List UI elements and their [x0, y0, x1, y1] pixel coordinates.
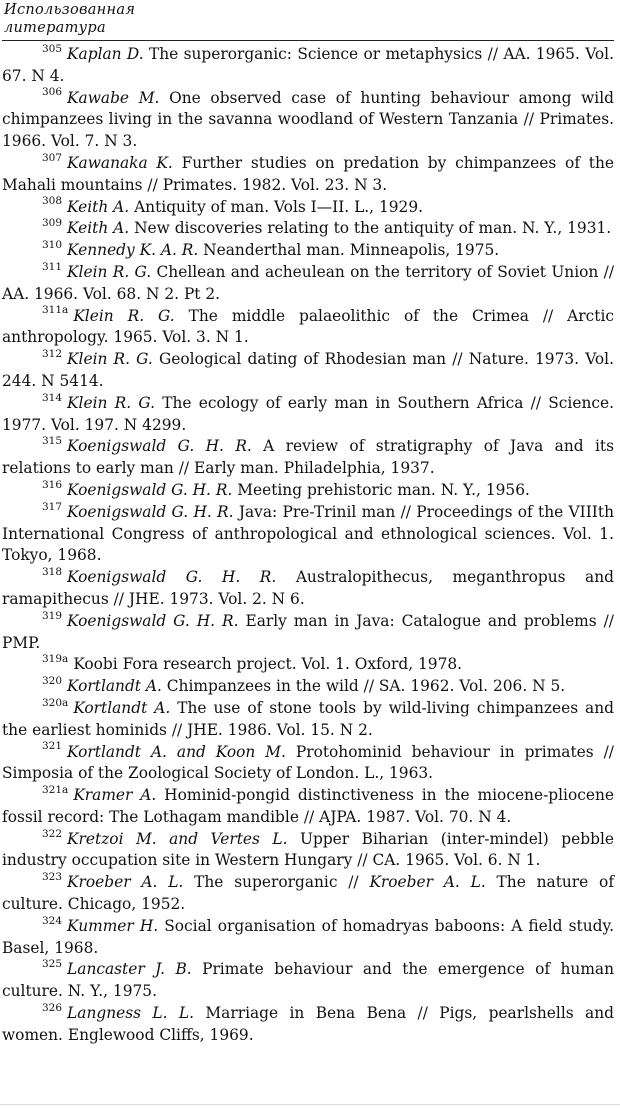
reference-number: 319 [42, 609, 63, 622]
reference-number: 315 [42, 435, 63, 448]
reference-entry-319a [2, 654, 614, 676]
reference-author: Lancaster J. B. [67, 960, 192, 979]
reference-text: Chellean and acheulean on the territory of Soviet Union // AA. 1966. Vol. 68. N 2. Pt 2. [2, 262, 615, 303]
reference-author: Keith A. [67, 219, 130, 238]
reference-text: A review of stratigraphy of Java and its relations to early man // Early man. Philadelphia, 1937. [2, 437, 614, 478]
reference-entry-322 [2, 829, 614, 873]
reference-entry-309 [2, 218, 614, 240]
reference-text: Upper Biharian (inter-mindel) pebble industry occupation site in Western Hungary // CA. 1965. Vol. 6. N 1. [2, 829, 614, 870]
reference-entry-319 [2, 611, 614, 655]
reference-author: Kroeber A. L. [67, 873, 184, 892]
reference-entry-320 [2, 676, 614, 698]
reference-text: Antiquity of man. Vols I—II. L., 1929. [129, 197, 424, 216]
reference-author: Klein R. G. [67, 350, 153, 369]
reference-author: Kortlandt A. [67, 677, 162, 696]
reference-author: Kennedy K. A. R. [67, 241, 199, 260]
reference-number: 323 [42, 871, 63, 884]
reference-entry-323 [2, 872, 614, 916]
reference-number: 319a [42, 653, 69, 666]
reference-entry-316 [2, 480, 614, 502]
reference-author-secondary: Kroeber A. L. [369, 873, 486, 892]
reference-author: Klein R. G. [67, 393, 155, 412]
reference-number: 305 [42, 42, 63, 55]
reference-text: Hominid-pongid distinctiveness in the miocene-pliocene fossil record: The Lothagam mandible // AJPA. 1987. Vol. 70. N 4. [2, 786, 614, 826]
reference-text: Meeting prehistoric man. N. Y., 1956. [232, 480, 530, 499]
reference-text: Java: Pre-Trinil man // Proceedings of the VIIIth International Congress of anthropological and ethnological sciences. Vol. 1. Tokyo, 1968. [2, 502, 614, 565]
reference-entry-308 [2, 197, 614, 219]
reference-number: 308 [42, 195, 63, 208]
reference-entry-318 [2, 567, 614, 611]
reference-text: Protohominid behaviour in primates // Simposia of the Zoological Society of London. L., 1963. [2, 742, 614, 783]
reference-entry-324 [2, 916, 614, 960]
reference-number: 321 [42, 740, 63, 753]
reference-author: Kramer A. [73, 786, 157, 805]
reference-number: 316 [42, 478, 63, 491]
reference-entry-326 [2, 1003, 614, 1047]
reference-text: Neanderthal man. Minneapolis, 1975. [198, 241, 500, 260]
reference-number: 324 [42, 914, 63, 927]
reference-author: Kummer H. [67, 916, 159, 935]
reference-entry-325 [2, 959, 614, 1003]
reference-author: Koenigswald G. H. R. [67, 611, 239, 630]
reference-number: 314 [42, 391, 63, 404]
reference-number: 321a [42, 783, 69, 796]
reference-author: Kortlandt A. [73, 698, 171, 717]
reference-entry-315 [2, 436, 614, 480]
reference-entry-311 [2, 262, 614, 306]
reference-number: 326 [42, 1001, 63, 1014]
reference-text: Chimpanzees in the wild // SA. 1962. Vol. 206. N 5. [161, 677, 566, 696]
reference-text: The middle palaeolithic of the Crimea // Arctic anthropology. 1965. Vol. 3. N 1. [2, 306, 614, 347]
reference-author: Koenigswald G. H. R. [67, 480, 233, 499]
running-head-line-2: литература [4, 20, 106, 36]
reference-entry-321a [2, 785, 614, 829]
reference-author: Koenigswald G. H. R. [67, 568, 277, 587]
reference-author: Kawabe M. [67, 88, 160, 107]
reference-author: Kaplan D. [67, 45, 144, 63]
reference-author: Koenigswald G. H. R. [67, 437, 252, 456]
reference-number: 320 [42, 674, 63, 687]
reference-text: The use of stone tools by wild-living chimpanzees and the earliest hominids // JHE. 1986. Vol. 15. N 2. [2, 698, 614, 739]
reference-text: Marriage in Bena Bena // Pigs, pearlshells and women. Englewood Cliffs, 1969. [2, 1004, 614, 1044]
reference-text-secondary: The nature of culture. Chicago, 1952. [2, 873, 615, 914]
reference-text: The superorganic // [183, 873, 370, 892]
reference-text: The ecology of early man in Southern Africa // Science. 1977. Vol. 197. N 4299. [2, 393, 614, 434]
reference-entry-305 [2, 44, 614, 88]
reference-entry-310 [2, 240, 614, 262]
running-head [2, 0, 614, 41]
reference-entry-306 [2, 88, 614, 153]
reference-number: 312 [42, 348, 63, 361]
reference-author: Kawanaka K. [67, 153, 173, 172]
reference-number: 320a [42, 696, 69, 709]
reference-author: Koenigswald G. H. R. [67, 502, 234, 521]
reference-text: Primate behaviour and the emergence of human culture. N. Y., 1975. [2, 960, 614, 1001]
reference-number: 307 [42, 151, 63, 164]
reference-author: Keith A. [67, 197, 130, 216]
reference-number: 311 [42, 260, 63, 273]
reference-text: Geological dating of Rhodesian man // Nature. 1973. Vol. 244. N 5414. [2, 350, 614, 390]
reference-number: 322 [42, 827, 63, 840]
reference-entry-320a [2, 698, 614, 742]
reference-number: 306 [42, 86, 63, 99]
running-head-line-1: Использованная [4, 2, 136, 18]
reference-number: 318 [42, 566, 63, 578]
reference-text: New discoveries relating to the antiquity of man. N. Y., 1931. [129, 219, 612, 238]
reference-number: 309 [42, 217, 63, 230]
reference-entry-312 [2, 349, 614, 393]
reference-author: Kretzoi M. and Vertes L. [67, 829, 288, 848]
reference-author: Klein R. G. [73, 306, 175, 325]
reference-author: Langness L. L. [67, 1004, 195, 1023]
reference-author: Klein R. G. [67, 262, 152, 281]
reference-entry-317 [2, 502, 614, 567]
reference-number: 317 [42, 500, 63, 513]
reference-list [2, 44, 614, 1047]
reference-author: Kortlandt A. and Koon M. [67, 742, 286, 761]
reference-entry-311a [2, 306, 614, 350]
page-bottom-edge [0, 1104, 620, 1105]
reference-text: Further studies on predation by chimpanzees of the Mahali mountains // Primates. 1982. Vol. 23. N 3. [2, 153, 614, 194]
reference-text: Koobi Fora research project. Vol. 1. Oxford, 1978. [73, 655, 463, 674]
reference-text: The superorganic: Science or metaphysics // AA. 1965. Vol. 67. N 4. [2, 45, 614, 85]
reference-entry-314 [2, 393, 614, 437]
reference-text: Early man in Java: Catalogue and problems // PMP. [2, 611, 614, 652]
reference-entry-321 [2, 742, 614, 786]
reference-number: 311a [42, 304, 69, 317]
reference-entry-307 [2, 153, 614, 197]
reference-text: One observed case of hunting behaviour among wild chimpanzees living in the savanna woodland of Western Tanzania // Primates. 1966. Vol. 7. N 3. [2, 88, 615, 151]
reference-text: Social organisation of homadryas baboons: A field study. Basel, 1968. [2, 916, 614, 957]
reference-number: 310 [42, 239, 63, 252]
reference-text: Australopithecus, meganthropus and ramapithecus // JHE. 1973. Vol. 2. N 6. [2, 568, 615, 608]
reference-number: 325 [42, 958, 63, 971]
